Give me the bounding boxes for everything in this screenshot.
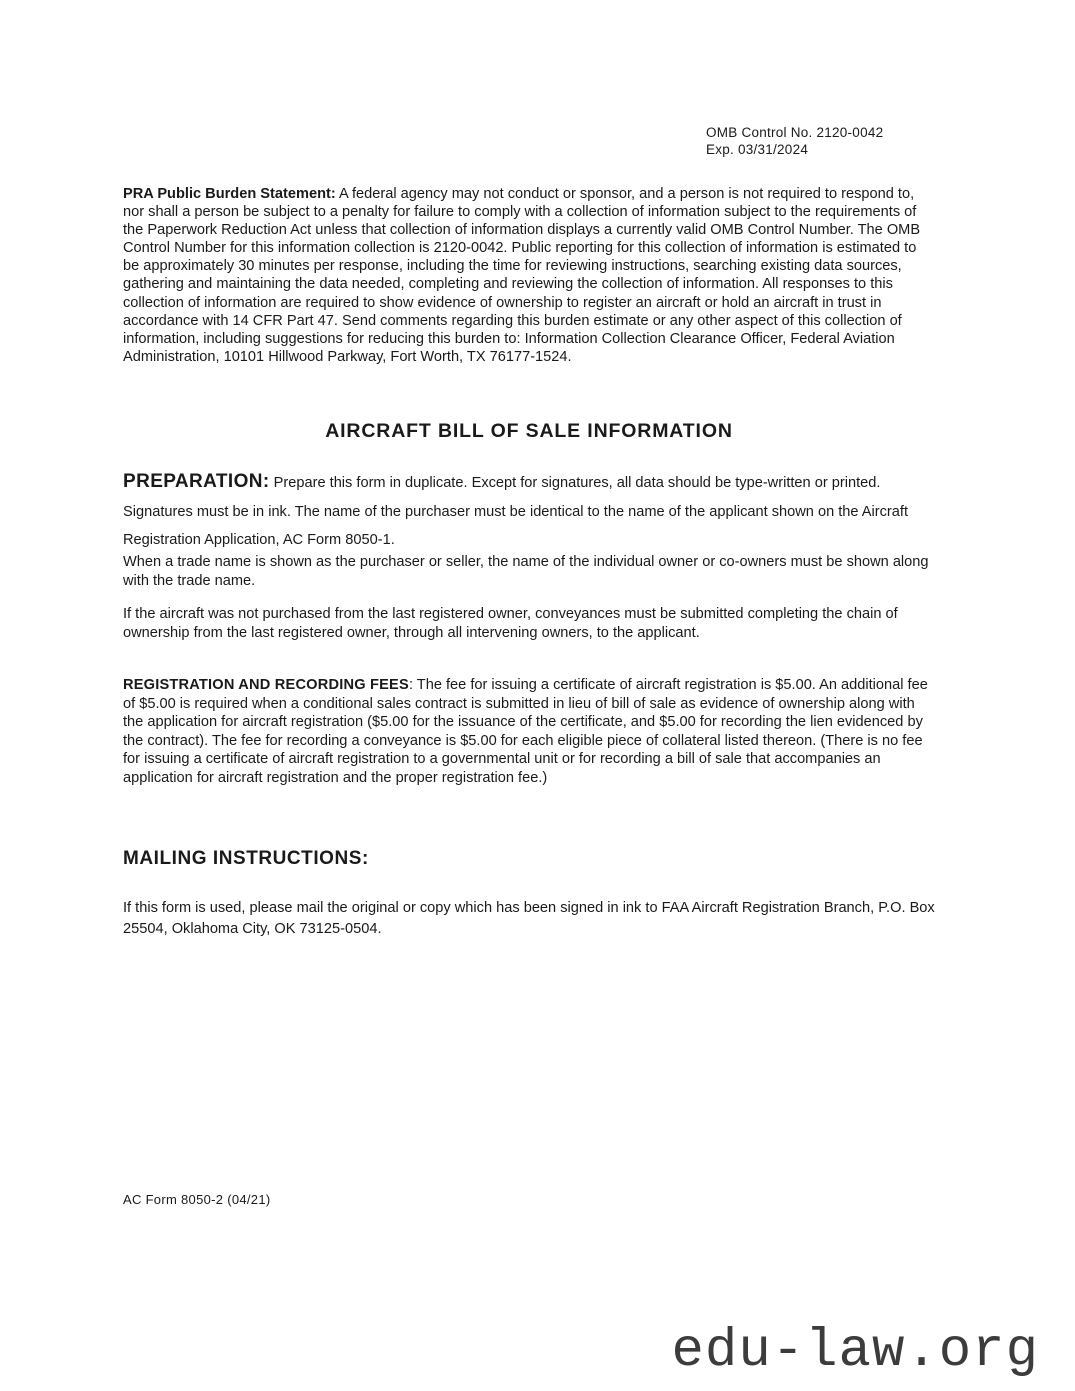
pra-statement-label: PRA Public Burden Statement: xyxy=(123,186,336,202)
preparation-label: PREPARATION: xyxy=(123,471,270,492)
mailing-instructions-body: If this form is used, please mail the original or copy which has been signed in ink to FAA Aircraft Registration Branch, P.O. Box 25504, Oklahoma City, OK 73125-0504. xyxy=(123,900,935,937)
preparation-body: Prepare this form in duplicate. Except for signatures, all data should be type-written or printed. Signatures must be in ink. The name of the purchaser must be identical to the name of the applicant shown on the Aircraft Registration Application, AC Form 8050-1. xyxy=(123,475,908,548)
omb-control-block xyxy=(123,124,935,158)
form-number-footer: AC Form 8050-2 (04/21) xyxy=(123,1192,271,1207)
registration-and-recording-fees-section xyxy=(123,676,935,788)
edu-law-watermark: edu-law.org xyxy=(671,1321,1039,1382)
page-title: AIRCRAFT BILL OF SALE INFORMATION xyxy=(325,420,733,442)
chain-of-ownership-paragraph: If the aircraft was not purchased from the last registered owner, conveyances must be submitted completing the chain of ownership from the last registered owner, through all intervening owners, to the applicant. xyxy=(123,606,898,641)
omb-expiration-date: Exp. 03/31/2024 xyxy=(706,142,809,157)
fees-label: REGISTRATION AND RECORDING FEES xyxy=(123,677,409,693)
pra-statement-body: A federal agency may not conduct or sponsor, and a person is not required to respond to, nor shall a person be subject to a penalty for failure to comply with a collection of information subject to the requirements of the Paperwork Reduction Act unless that collection of information displays a currently valid OMB Control Number. The OMB Control Number for this information collection is 2120-0042. Public reporting for this collection of information is estimated to be approximately 30 minutes per response, including the time for reviewing instructions, searching existing data sources, gathering and maintaining the data needed, completing and reviewing the collection of information. All responses to this collection of information are required to show evidence of ownership to register an aircraft or hold an aircraft in trust in accordance with 14 CFR Part 47. Send comments regarding this burden estimate or any other aspect of this collection of information, including suggestions for reducing this burden to: Information Collection Clearance Officer, Federal Aviation Administration, 10101 Hillwood Parkway, Fort Worth, TX 76177-1524. xyxy=(123,186,921,365)
trade-name-paragraph: When a trade name is shown as the purchaser or seller, the name of the individual owner or co-owners must be shown along with the trade name. xyxy=(123,554,929,589)
pra-public-burden-statement xyxy=(123,185,935,366)
omb-control-number: OMB Control No. 2120-0042 xyxy=(706,125,884,140)
fees-body: : The fee for issuing a certificate of aircraft registration is $5.00. An additional fee of $5.00 is required when a conditional sales contract is submitted in lieu of bill of sale as evidence of ownership along with the application for aircraft registration ($5.00 for the issuance of the certificate, and $5.00 for recording the lien evidenced by the contract). The fee for recording a conveyance is $5.00 for each eligible piece of collateral listed thereon. (There is no fee for issuing a certificate of aircraft registration to a governmental unit or for recording a bill of sale that accompanies an application for aircraft registration and the proper registration fee.) xyxy=(123,677,928,786)
preparation-section xyxy=(123,468,935,555)
mailing-instructions-heading: MAILING INSTRUCTIONS: xyxy=(123,848,369,869)
